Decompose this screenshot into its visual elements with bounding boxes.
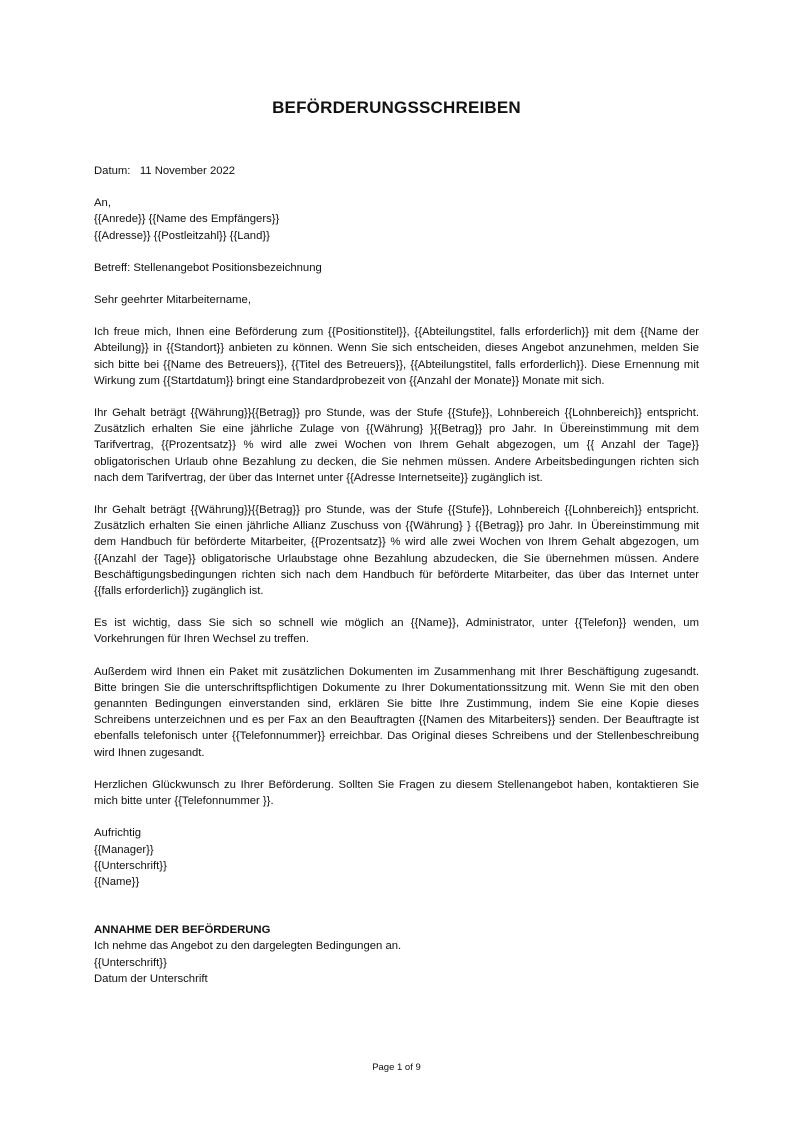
- acceptance-date: Datum der Unterschrift: [94, 972, 208, 985]
- page-number: Page 1 of 9: [372, 1062, 421, 1073]
- acceptance-block: [94, 922, 699, 987]
- paragraph-documents: Außerdem wird Ihnen ein Paket mit zusätzlichen Dokumenten im Zusammenhang mit Ihrer Beschäftigung zugesandt. Bitte bringen Sie die unterschriftspflichtigen Dokumente zu Ihrer Dokumentationssitzung mit. Wenn Sie mit den oben genannten Bedingungen einverstanden sind, erklären Sie bitte Ihre Zustimmung, indem Sie eine Kopie dieses Schreibens unterzeichnen und es per Fax an den Beauftragten {{Namen des Mitarbeiters}} senden. Der Beauftragte ist ebenfalls telefonisch unter {{Telefonnummer}} erreichbar. Das Original dieses Schreibens und der Stellenbeschreibung wird Ihnen zugesandt.: [94, 665, 699, 759]
- letter-body: [94, 163, 699, 1003]
- paragraph-congratulations: Herzlichen Glückwunsch zu Ihrer Beförderung. Sollten Sie Fragen zu diesem Stellenangebot haben, kontaktieren Sie mich bitte unter {{Telefonnummer }}.: [94, 778, 699, 808]
- acceptance-line-1: Ich nehme das Angebot zu den dargelegten Bedingungen an.: [94, 940, 402, 953]
- paragraph-contact: Es ist wichtig, dass Sie sich so schnell wie möglich an {{Name}}, Administrator, unter {{Telefon}} wenden, um Vorkehrungen für Ihren Wechsel zu treffen.: [94, 617, 699, 646]
- salutation: Sehr geehrter Mitarbeitername,: [94, 294, 251, 307]
- closing-manager: {{Manager}}: [94, 843, 154, 856]
- address-line-2: {{Adresse}} {{Postleitzahl}} {{Land}}: [94, 229, 270, 242]
- paragraph-salary-1: Ihr Gehalt beträgt {{Währung}}{{Betrag}} pro Stunde, was der Stufe {{Stufe}}, Lohnbereich {{Lohnbereich}} entspricht. Zusätzlich erhalten Sie eine jährliche Zulage von {{Währung} }{{Betrag}} pro Jahr. In Übereinstimmung mit dem Tarifvertrag, {{Prozentsatz}} % wird alle zwei Wochen von Ihrem Gehalt abgezogen, um {{ Anzahl der Tage}} obligatorischen Urlaub ohne Bezahlung zu decken, die Sie nehmen müssen. Andere Arbeitsbedingungen richten sich nach dem Tarifvertrag, der über das Internet unter {{Adresse Internetseite}} zugänglich ist.: [94, 407, 699, 484]
- closing-line-1: Aufrichtig: [94, 827, 142, 840]
- address-line-1: {{Anrede}} {{Name des Empfängers}}: [94, 213, 280, 226]
- address-to: An,: [94, 197, 111, 210]
- closing-signature: {{Unterschrift}}: [94, 859, 167, 872]
- acceptance-signature: {{Unterschrift}}: [94, 956, 167, 969]
- recipient-address: [94, 195, 699, 244]
- closing-block: [94, 825, 699, 890]
- paragraph-salary-2: Ihr Gehalt beträgt {{Währung}}{{Betrag}} pro Stunde, was der Stufe {{Stufe}}, Lohnbereich {{Lohnbereich}} entspricht. Zusätzlich erhalten Sie einen jährliche Allianz Zuschuss von {{Währung} } {{Betrag}} pro Jahr. In Übereinstimmung mit dem Handbuch für beförderte Mitarbeiter, {{Prozentsatz}} % wird alle zwei Wochen von Ihrem Gehalt abgezogen, um {{Anzahl der Tage}} obligatorische Urlaubstage ohne Bezahlung abzudecken, die Sie übernehmen müssen. Andere Beschäftigungsbedingungen richten sich nach dem Handbuch für beförderte Mitarbeiter, das über das Internet unter {{falls erforderlich}} zugänglich ist.: [94, 504, 699, 598]
- acceptance-heading: ANNAHME DER BEFÖRDERUNG: [94, 924, 271, 937]
- date-value: 11 November 2022: [139, 165, 236, 177]
- subject-line: Betreff: Stellenangebot Positionsbezeichnung: [94, 261, 322, 274]
- paragraph-promotion: Ich freue mich, Ihnen eine Beförderung zum {{Positionstitel}}, {{Abteilungstitel, falls erforderlich}} mit dem {{Name der Abteilung}} in {{Standort}} anbieten zu können. Wenn Sie sich entscheiden, dieses Angebot anzunehmen, melden Sie sich bitte bei {{Name des Betreuers}}, {{Titel des Betreuers}}, {{Abteilungstitel, falls erforderlich}}. Diese Ernennung mit Wirkung zum {{Startdatum}} bringt eine Standardprobezeit von {{Anzahl der Monate}} Monate mit sich.: [94, 326, 699, 387]
- date-line: [94, 163, 699, 179]
- document-title: BEFÖRDERUNGSSCHREIBEN: [272, 98, 521, 117]
- closing-name: {{Name}}: [94, 875, 140, 888]
- date-label: Datum:: [94, 165, 131, 177]
